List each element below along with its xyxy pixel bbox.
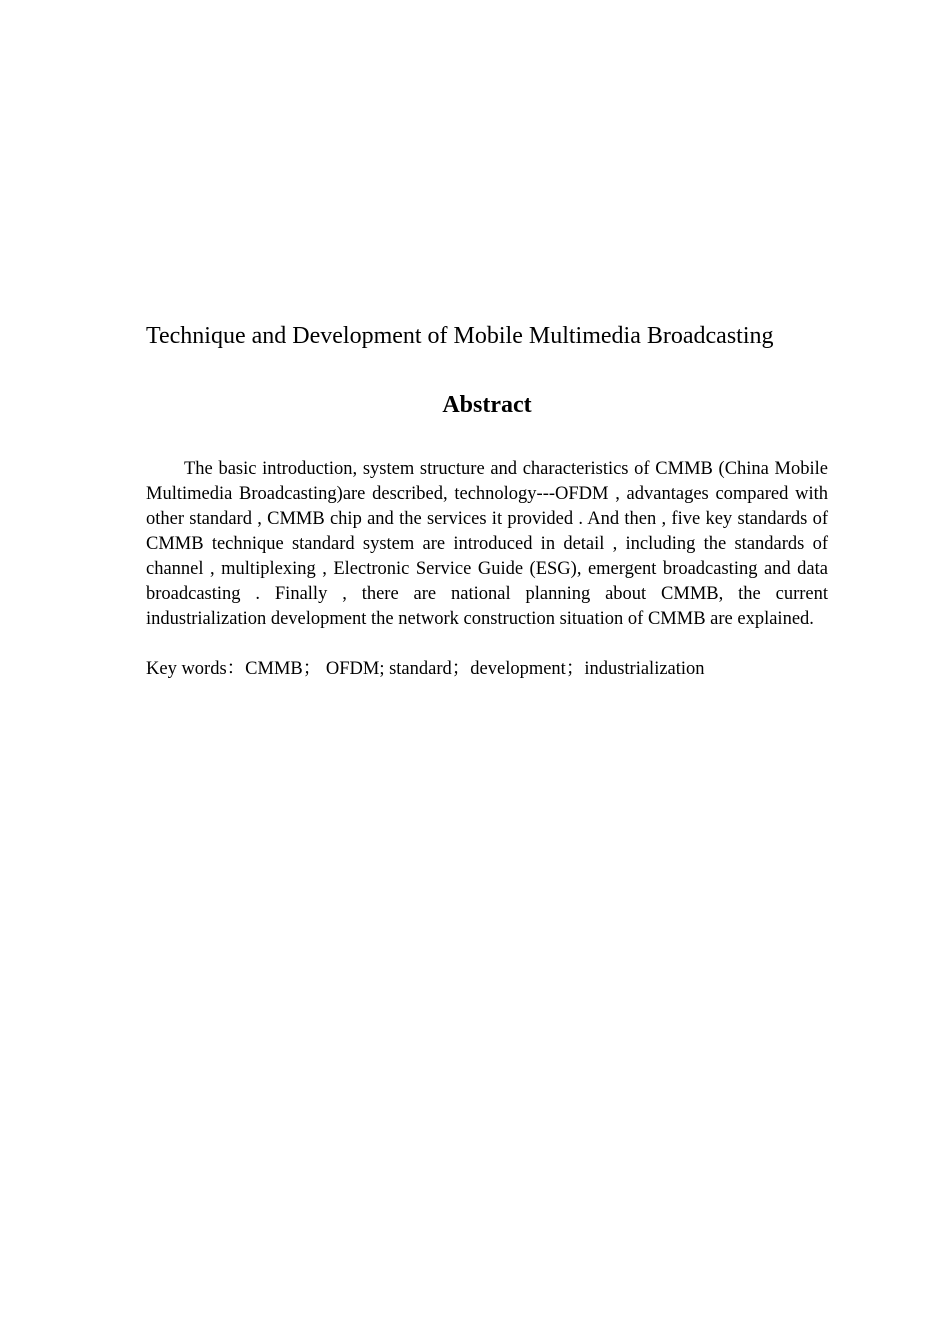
document-title: Technique and Development of Mobile Multimedia Broadcasting bbox=[146, 323, 774, 349]
abstract-heading: Abstract bbox=[442, 392, 532, 418]
abstract-paragraph: The basic introduction, system structure and characteristics of CMMB (China Mobile Multimedia Broadcasting)are described, technology---OFDM , advantages compared with other standard , CMMB chip and the services it provided . And then , five key standards of CMMB technique standard system are introduced in detail , including the standards of channel , multiplexing , Electronic Service Guide (ESG), emergent broadcasting and data broadcasting . Finally , there are national planning about CMMB, the current industrialization development the network construction situation of CMMB are explained. bbox=[146, 459, 828, 629]
abstract-section bbox=[146, 320, 828, 682]
keywords-line: Key words：CMMB； OFDM; standard；development；industrialization bbox=[146, 659, 705, 679]
